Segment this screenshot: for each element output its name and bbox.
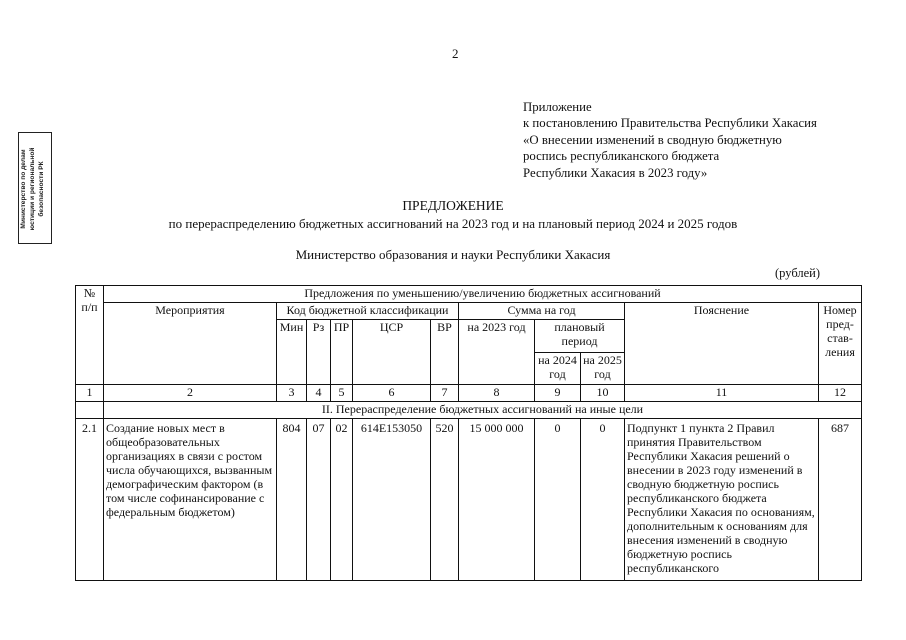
document-title: ПРЕДЛОЖЕНИЕ xyxy=(402,198,504,213)
column-number: 4 xyxy=(307,385,331,402)
header-kbk: Код бюджетной классификации xyxy=(277,303,459,320)
table-row xyxy=(76,419,862,581)
column-number: 11 xyxy=(625,385,819,402)
header-min: Мин xyxy=(277,320,307,385)
column-number: 3 xyxy=(277,385,307,402)
row-min: 804 xyxy=(277,419,307,581)
row-sum-2025: 0 xyxy=(581,419,625,581)
row-explanation: Подпункт 1 пункта 2 Правил принятия Правительством Республики Хакасия решений о внесении в 2023 году изменений в сводную бюджетную роспись республиканского бюджета Республики Хакасия по основаниям, дополнительным к основаниям для внесения изменений в сводную бюджетную роспись республиканского xyxy=(625,419,819,581)
column-number: 9 xyxy=(535,385,581,402)
appendix-header xyxy=(523,99,817,181)
row-measure: Создание новых мест в общеобразовательных организациях в связи с ростом числа обучающихся, вызванным демографическим фактором (в том числе софинансирование с федеральным бюджетом) xyxy=(104,419,277,581)
header-measures: Мероприятия xyxy=(104,303,277,385)
row-represent-num: 687 xyxy=(819,419,862,581)
column-number: 5 xyxy=(331,385,353,402)
header-year-2025: на 2025 год xyxy=(581,353,625,385)
appendix-line: роспись республиканского бюджета xyxy=(523,149,720,164)
header-represent-num: Номер пред-став-ления xyxy=(819,303,862,385)
column-number: 8 xyxy=(459,385,535,402)
page-number: 2 xyxy=(452,46,459,61)
appendix-line: к постановлению Правительства Республики Хакасия xyxy=(523,116,817,131)
header-pr: ПР xyxy=(331,320,353,385)
row-vr: 520 xyxy=(431,419,459,581)
appendix-line: Приложение xyxy=(523,100,592,114)
currency-unit: (рублей) xyxy=(775,266,821,280)
header-proposals: Предложения по уменьшению/увеличению бюджетных ассигнований xyxy=(104,286,862,303)
section-title: II. Перераспределение бюджетных ассигнований на иные цели xyxy=(104,402,862,419)
header-vr: ВР xyxy=(431,320,459,385)
appendix-line: «О внесении изменений в сводную бюджетную xyxy=(523,132,782,147)
column-number: 12 xyxy=(819,385,862,402)
row-sum-2024: 0 xyxy=(535,419,581,581)
row-rz: 07 xyxy=(307,419,331,581)
row-num: 2.1 xyxy=(76,419,104,581)
column-number: 1 xyxy=(76,385,104,402)
header-planned-period: плановый период xyxy=(535,320,625,353)
header-explanation: Пояснение xyxy=(625,303,819,385)
header-year-2023: на 2023 год xyxy=(459,320,535,385)
header-sum: Сумма на год xyxy=(459,303,625,320)
header-csr: ЦСР xyxy=(353,320,431,385)
header-num: № п/п xyxy=(76,286,104,385)
ministry-name: Министерство образования и науки Республики Хакасия xyxy=(295,247,611,262)
column-number: 10 xyxy=(581,385,625,402)
stamp-text: Министерство по делам юстиции и региональной безопасности РК xyxy=(20,147,45,231)
column-number: 7 xyxy=(431,385,459,402)
row-sum-2023: 15 000 000 xyxy=(459,419,535,581)
column-number: 2 xyxy=(104,385,277,402)
column-number: 6 xyxy=(353,385,431,402)
header-year-2024: на 2024 год xyxy=(535,353,581,385)
document-subtitle: по перераспределению бюджетных ассигнований на 2023 год и на плановый период 2024 и 2025 годов xyxy=(168,216,738,231)
budget-table xyxy=(75,285,862,581)
appendix-line: Республики Хакасия в 2023 году» xyxy=(523,165,708,180)
row-pr: 02 xyxy=(331,419,353,581)
row-csr: 614E153050 xyxy=(353,419,431,581)
header-rz: Рз xyxy=(307,320,331,385)
